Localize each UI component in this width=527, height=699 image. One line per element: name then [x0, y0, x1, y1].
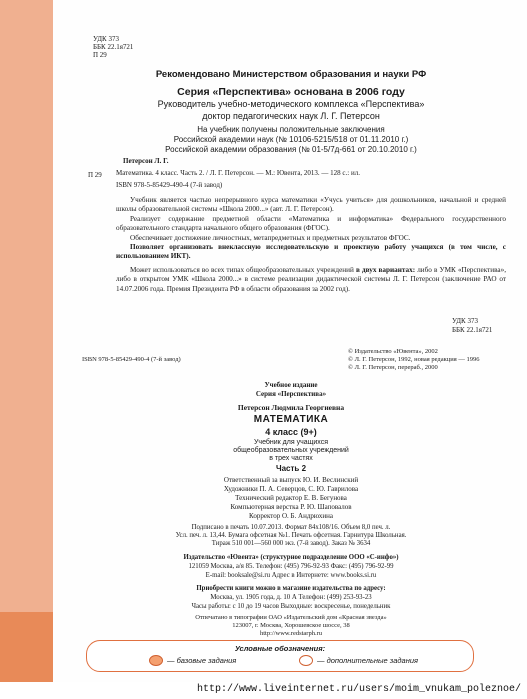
- supervisor-name: доктор педагогических наук Л. Г. Петерсон: [202, 111, 380, 121]
- catalog-bibliography: Математика. 4 класс. Часть 2. / Л. Г. Петерсон. — М.: Ювента, 2013. — 128 с.: ил.: [116, 169, 360, 177]
- credit-line: Художники П. А. Северцов, С. Ю. Гаврилова: [223, 485, 359, 493]
- author-mark: П 29: [93, 51, 107, 59]
- udc-code-right: УДК 373: [452, 317, 478, 325]
- legend-extra: — дополнительные задания: [317, 656, 419, 665]
- usage-variants: в двух вариантах:: [353, 266, 416, 274]
- credit-line: Ответственный за выпуск Ю. И. Веслинский: [223, 476, 359, 484]
- udc-code: УДК 373: [93, 35, 119, 43]
- legend-basic: — базовые задания: [167, 656, 237, 665]
- watermark-bar: [0, 682, 527, 699]
- bbk-code-right: ББК 22.1я721: [452, 326, 493, 334]
- conclusions-title: На учебник получены положительные заключения: [197, 125, 385, 134]
- credit-line: Технический редактор Е. В. Бегунова: [235, 494, 347, 502]
- hollow-circle-icon: [299, 655, 313, 666]
- annotation-usage: [116, 266, 506, 294]
- credit-line: Корректор О. Б. Андрюхина: [249, 512, 333, 520]
- edition-type: Учебное издание: [264, 381, 318, 389]
- book-title: МАТЕМАТИКА: [253, 414, 329, 425]
- credit-line: Компьютерная верстка Р. Ю. Шаповалов: [230, 503, 352, 511]
- store-hours: Часы работы: с 10 до 19 часов Выходные: воскресенье, понедельник: [191, 603, 391, 610]
- usage-details: либо в УМК «Перспектива», либо в открытом УМК «Школа 2000...» в системе реализации дидактической системы Л. Г. Петерсон (заключение РАО от 14.07.2006 года. Премия Президента РФ в области образования за 2002 год).: [116, 266, 506, 293]
- author-full-name: Петерсон Людмила Георгиевна: [237, 403, 345, 412]
- print-details: Усл. печ. л. 13,44. Бумага офсетная №1. Печать офсетная. Гарнитура Школьная.: [175, 532, 407, 539]
- store-title: Приобрести книги можно в магазине издательства по адресу:: [196, 585, 386, 592]
- store-address: Москва, ул. 1905 года, д. 10 А Телефон: (499) 253-93-23: [210, 594, 372, 601]
- edition-series: Серия «Перспектива»: [255, 390, 327, 398]
- series-founded: Серия «Перспектива» основана в 2006 году: [177, 86, 405, 98]
- publisher-name: Издательство «Ювента» (структурное подразделение ООО «С-инфо»): [183, 554, 399, 561]
- catalog-code: П 29: [88, 171, 102, 179]
- supervisor-line: Руководитель учебно-методического комплекса «Перспектива»: [157, 99, 425, 109]
- publisher-web: E-mail: booksale@si.ru Адрес в Интернете: www.books.si.ru: [205, 572, 377, 579]
- annotation-paragraph: Реализует содержание предметной области «Математика и информатика» Федерального государственного образовательного стандарта начального общего образования (ФГОС).: [116, 215, 506, 233]
- publisher-contacts: 121059 Москва, а/я 85. Телефон: (495) 796-92-93 Факс: (495) 796-92-99: [188, 563, 394, 570]
- annotation-paragraph: Обеспечивает достижение личностных, метапредметных и предметных результатов ФГОС.: [130, 234, 411, 242]
- book-description: в трех частях: [269, 455, 313, 462]
- copyright-line: © Л. Г. Петерсон, 1992, новая редакция — 1996: [348, 356, 480, 363]
- conclusion-ran: Российской академии наук (№ 10106-5215/518 от 01.11.2010 г.): [173, 135, 409, 144]
- grade-label: 4 класс (9+): [265, 427, 317, 437]
- filled-circle-icon: [149, 655, 163, 666]
- printing-house: Отпечатано в типографии ОАО «Издательский дом «Красная звезда»: [195, 614, 387, 621]
- copyright-line: © Издательство «Ювента», 2002: [348, 348, 438, 355]
- conclusion-rao: Российской академии образования (№ 01-5/7д-661 от 20.10.2010 г.): [165, 145, 417, 154]
- annotation-paragraph: Учебник является частью непрерывного курса математики «Учусь учиться» для дошкольников, начальной и средней школы образовательной системы «Школа 2000...» (авт. Л. Г. Петерсон).: [116, 196, 506, 214]
- annotation-paragraph-bold: Позволяет организовать внеклассную исследовательскую и проектную работу учащихся (в том числе, с использованием ИКТ).: [116, 243, 506, 261]
- recommendation-line: Рекомендовано Министерством образования и науки РФ: [155, 69, 427, 80]
- catalog-isbn: ISBN 978-5-85429-490-4 (7-й завод): [116, 181, 223, 189]
- left-color-bar-accent: [0, 612, 53, 682]
- isbn-number: ISBN 978-5-85429-490-4 (7-й завод): [82, 356, 181, 363]
- classification-right: [452, 317, 492, 335]
- book-description: Учебник для учащихся: [253, 439, 329, 446]
- copyright-line: © Л. Г. Петерсон, перераб., 2000: [348, 364, 438, 371]
- catalog-author: Петерсон Л. Г.: [123, 157, 169, 165]
- printing-website: http://www.redstarph.ru: [259, 630, 323, 637]
- print-details: Подписано в печать 10.07.2013. Формат 84х108/16. Объем 8,0 печ. л.: [191, 524, 391, 531]
- print-details: Тираж 510 001—560 000 экз. (7-й завод). Заказ № 3634: [211, 540, 371, 547]
- usage-text: Может использоваться во всех типах общеобразовательных учреждений: [130, 266, 354, 274]
- part-label: Часть 2: [275, 464, 307, 473]
- book-description: общеобразовательных учреждений: [233, 447, 349, 454]
- legend-box: [86, 640, 474, 672]
- bbk-code: ББК 22.1я721: [93, 43, 134, 51]
- watermark-link[interactable]: http://www.liveinternet.ru/users/moim_vnukam_poleznoe/: [196, 684, 521, 695]
- legend-title: Условные обозначения:: [234, 644, 326, 653]
- printing-address: 123007, г. Москва, Хорошевское шоссе, 38: [232, 622, 350, 629]
- classification-codes: [93, 35, 133, 59]
- left-color-bar: [0, 0, 53, 699]
